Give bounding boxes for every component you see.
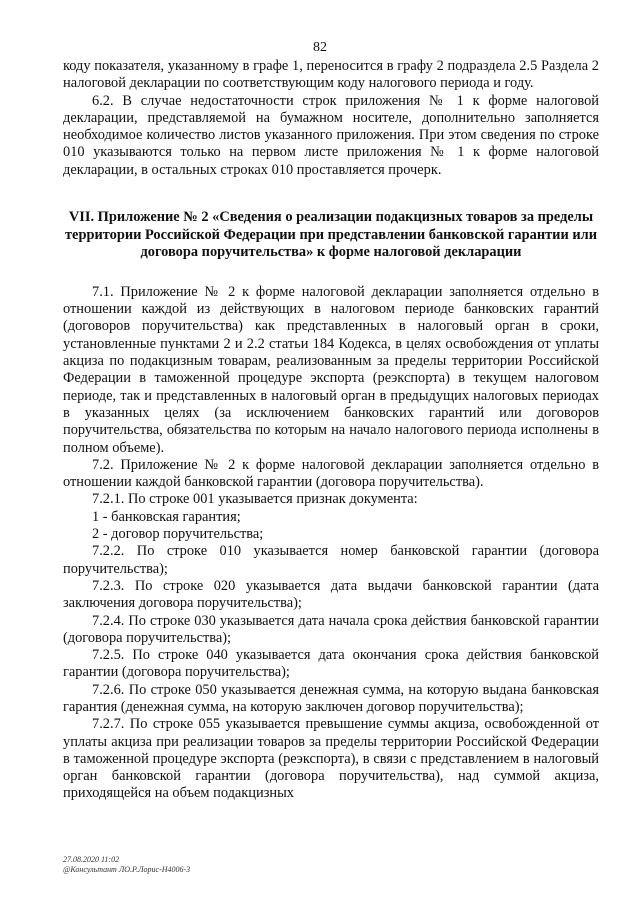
footer-stamp [63,855,190,875]
footer-date: 27.08.2020 11:02 [63,855,120,864]
section-heading-vii: VII. Приложение № 2 «Сведения о реализации подакцизных товаров за пределы территории Российской Федерации при представлении банковской гарантии или договора поручительства» к форме налоговой декларации [64,209,598,261]
paragraph-7-1: 7.1. Приложение № 2 к форме налоговой декларации заполняется отдельно в отношении каждой из действующих в налоговом периоде банковских гарантий (договоров поручительства) как представленных в налоговый орган в сроки, установленные пунктами 2 и 2.2 статьи 184 Кодекса, в целях освобождения от уплаты акциза по подакцизным товарам, реализованным за пределы территории Российской Федерации в таможенной процедуре экспорта (реэкспорта) в текущем налоговом периоде, так и представленных в налоговый орган в предыдущих налоговых периодах в указанных целях (за исключением банковских гарантий или договоров поручительства, обязательства по которым на начало налогового периода исполнены в полном объеме). [63,283,599,456]
paragraph-7-2-2: 7.2.2. По строке 010 указывается номер банковской гарантии (договора поручительства); [63,543,599,577]
paragraph-7-2-3: 7.2.3. По строке 020 указывается дата выдачи банковской гарантии (дата заключения договора поручительства); [63,577,599,612]
paragraph-6-2: 6.2. В случае недостаточности строк приложения № 1 к форме налоговой декларации, представляемой на бумажном носителе, дополнительно заполняется необходимое количество листов указанного приложения. При этом сведения по строке 010 указываются только на первом листе приложения № 1 к форме налоговой декларации, в остальных строках 010 проставляется прочерк. [63,92,599,178]
paragraph-7-2-4: 7.2.4. По строке 030 указывается дата начала срока действия банковской гарантии (договора поручительства); [63,612,599,646]
list-item-surety-agreement: 2 - договор поручительства; [92,526,264,543]
list-item-bank-guarantee: 1 - банковская гарантия; [92,508,241,525]
paragraph-7-2-1: 7.2.1. По строке 001 указывается признак документа: [92,491,418,508]
document-body [63,58,599,803]
paragraph-7-2-5: 7.2.5. По строке 040 указывается дата окончания срока действия банковской гарантии (договора поручительства); [63,647,599,681]
paragraph-7-2-7: 7.2.7. По строке 055 указывается превышение суммы акциза, освобожденной от уплаты акциза при реализации товаров за пределы территории Российской Федерации в таможенной процедуре экспорта (реэкспорта), в связи с представлением в налоговый орган банковской гарантии (договора поручительства), над суммой акциза, приходящейся на объем подакцизных [63,716,599,802]
page-number: 82 [313,40,327,55]
footer-source: @Консультант ЛО.Р.Лорис-H4006-3 [63,865,191,874]
paragraph-7-2: 7.2. Приложение № 2 к форме налоговой декларации заполняется отдельно в отношении каждой банковской гарантии (договора поручительства). [63,456,599,491]
paragraph-continuation: коду показателя, указанному в графе 1, переносится в графу 2 подраздела 2.5 Раздела 2 налоговой декларации по соответствующим коду налогового периода и году. [63,58,599,92]
paragraph-7-2-6: 7.2.6. По строке 050 указывается денежная сумма, на которую выдана банковская гарантия (денежная сумма, на которую заключен договор поручительства); [63,681,599,715]
